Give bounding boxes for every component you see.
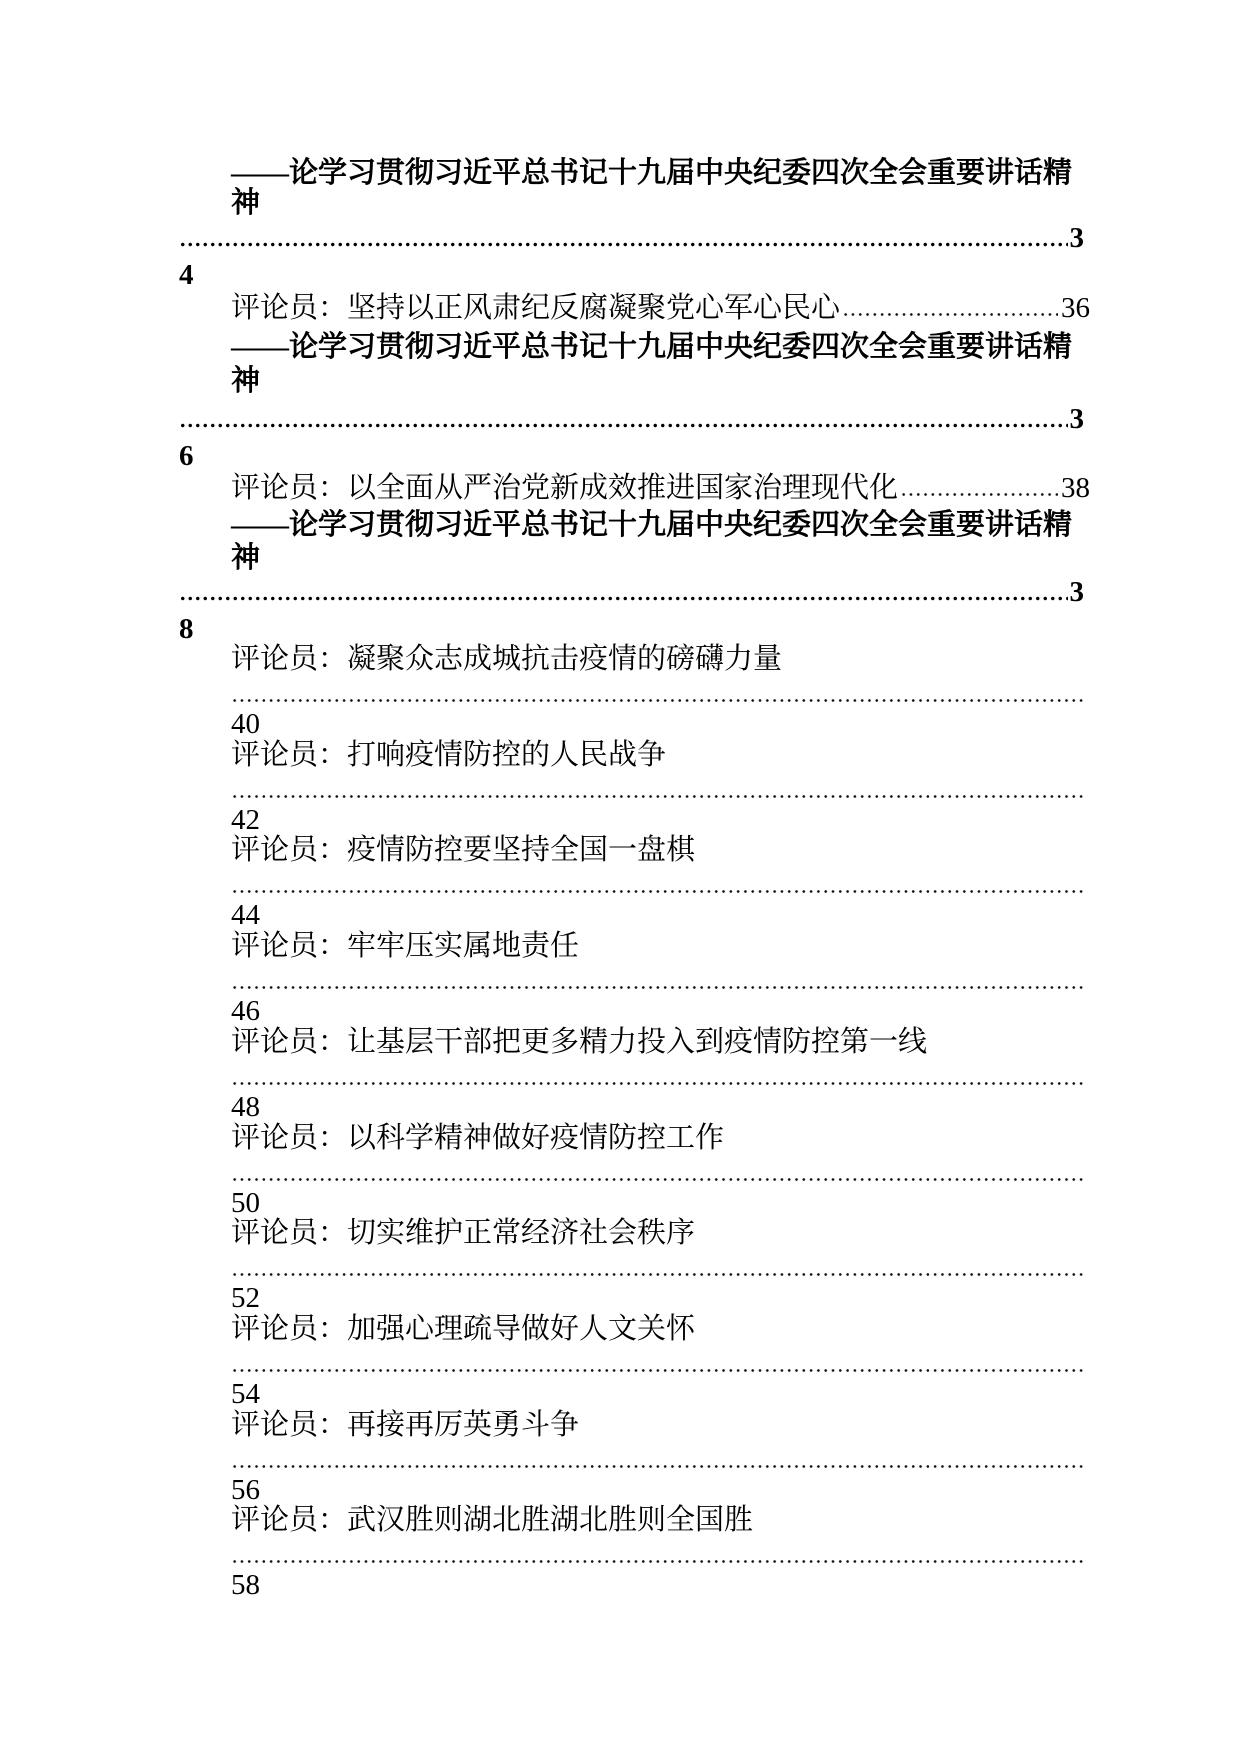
toc-entry bbox=[231, 290, 1090, 326]
toc-entry-title: 评论员：打响疫情防控的人民战争 bbox=[231, 739, 667, 771]
toc-leader-row bbox=[179, 220, 1084, 256]
toc-entry-page: 52 bbox=[231, 1282, 260, 1314]
dot-leader bbox=[179, 596, 1068, 601]
toc-entry-page: 58 bbox=[231, 1569, 260, 1601]
dot-leader bbox=[231, 794, 1083, 799]
toc-entry-page: 50 bbox=[231, 1187, 260, 1219]
toc-entry-page: 38 bbox=[1061, 472, 1090, 504]
toc-page-number-part: 3 bbox=[1069, 222, 1084, 254]
toc-page-number-part-wrap: 8 bbox=[179, 613, 194, 645]
toc-entry-page: 46 bbox=[231, 995, 260, 1027]
toc-entry-title: 评论员：以全面从严治党新成效推进国家治理现代化 bbox=[231, 472, 899, 504]
toc-entry-title: 评论员：以科学精神做好疫情防控工作 bbox=[231, 1122, 725, 1154]
toc-entry-page: 42 bbox=[231, 804, 260, 836]
toc-page-number-part: 3 bbox=[1069, 403, 1084, 435]
dot-leader bbox=[900, 492, 1058, 497]
toc-page-number-part: 3 bbox=[1069, 576, 1084, 608]
toc-entry-title: 评论员：加强心理疏导做好人文关怀 bbox=[231, 1313, 696, 1345]
dot-leader bbox=[231, 985, 1083, 990]
toc-subtitle-line: ——论学习贯彻习近平总书记十九届中央纪委四次全会重要讲话精 bbox=[231, 331, 1073, 363]
toc-entry-title: 评论员：疫情防控要坚持全国一盘棋 bbox=[231, 834, 696, 866]
dot-leader bbox=[842, 312, 1058, 317]
toc-subtitle-line: ——论学习贯彻习近平总书记十九届中央纪委四次全会重要讲话精 bbox=[231, 509, 1073, 541]
toc-entry-page: 54 bbox=[231, 1378, 260, 1410]
toc-subtitle-line-wrap: 神 bbox=[231, 542, 261, 574]
toc-page-number-part-wrap: 4 bbox=[179, 259, 194, 291]
toc-entry-page: 44 bbox=[231, 899, 260, 931]
toc-page-number-part-wrap: 6 bbox=[179, 440, 194, 472]
toc-entry-title: 评论员：牢牢压实属地责任 bbox=[231, 930, 580, 962]
dot-leader bbox=[179, 242, 1068, 247]
dot-leader bbox=[231, 1559, 1083, 1564]
toc-entry-page: 56 bbox=[231, 1474, 260, 1506]
toc-entry-title: 评论员：再接再厉英勇斗争 bbox=[231, 1409, 580, 1441]
dot-leader bbox=[231, 1272, 1083, 1277]
dot-leader bbox=[231, 889, 1083, 894]
toc-entry-page: 36 bbox=[1061, 292, 1090, 324]
toc-entry-title: 评论员：坚持以正风肃纪反腐凝聚党心军心民心 bbox=[231, 292, 841, 324]
toc-entry bbox=[231, 470, 1090, 506]
toc-subtitle-line: ——论学习贯彻习近平总书记十九届中央纪委四次全会重要讲话精 bbox=[231, 157, 1073, 189]
toc-leader-row bbox=[179, 574, 1084, 610]
dot-leader bbox=[231, 1177, 1083, 1182]
toc-leader-row bbox=[179, 401, 1084, 437]
dot-leader bbox=[179, 423, 1068, 428]
toc-subtitle-line-wrap: 神 bbox=[231, 187, 261, 219]
toc-entry-title: 评论员：凝聚众志成城抗击疫情的磅礴力量 bbox=[231, 643, 783, 675]
dot-leader bbox=[231, 1368, 1083, 1373]
dot-leader bbox=[231, 698, 1083, 703]
toc-subtitle-line-wrap: 神 bbox=[231, 365, 261, 397]
dot-leader bbox=[231, 1081, 1083, 1086]
toc-entry-page: 48 bbox=[231, 1091, 260, 1123]
dot-leader bbox=[231, 1464, 1083, 1469]
toc-entry-title: 评论员：武汉胜则湖北胜湖北胜则全国胜 bbox=[231, 1504, 754, 1536]
toc-entry-title: 评论员：让基层干部把更多精力投入到疫情防控第一线 bbox=[231, 1026, 928, 1058]
toc-entry-title: 评论员：切实维护正常经济社会秩序 bbox=[231, 1217, 696, 1249]
toc-entry-page: 40 bbox=[231, 708, 260, 740]
